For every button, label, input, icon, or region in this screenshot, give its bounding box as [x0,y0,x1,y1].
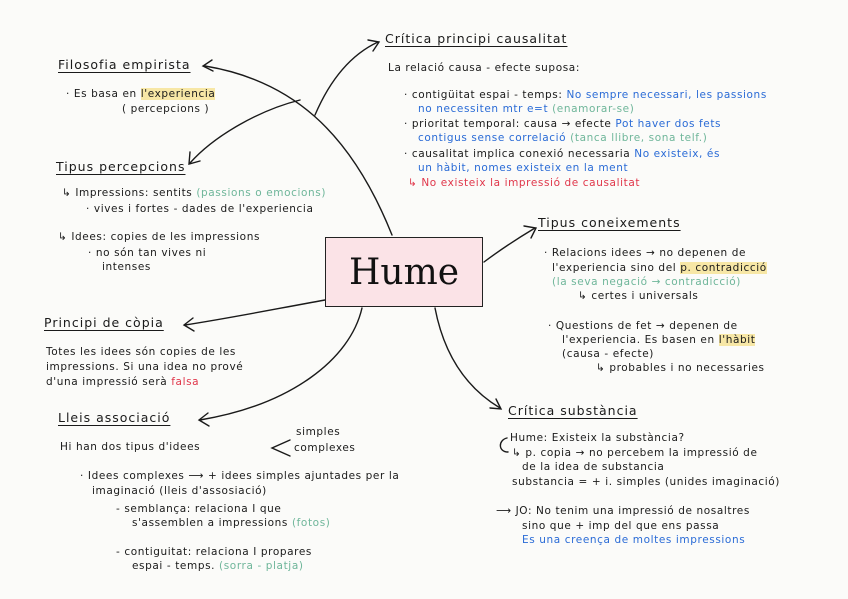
causalitat-conexio-1: · causalitat implica conexió necessaria No existeix, és [404,148,721,160]
node-title-critica-causalitat: Crítica principi causalitat [385,31,568,46]
copia-line-3: d'una impressió serà falsa [46,376,200,388]
connector-substancia [435,308,500,408]
arrow-hume-pcopia [500,438,508,452]
filosofia-line-2: ( percepcions ) [122,103,210,115]
arrowhead-filosofia [203,60,213,71]
coneixements-relacions-2: l'experiencia sino del p. contradicció [552,262,767,274]
highlight-p-contradiccio: p. contradicció [680,262,767,274]
copia-line-2: impressions. Si una idea no prové [46,361,244,373]
coneixements-questions-4: ↳ probables i no necessaries [596,362,765,374]
node-title-lleis-associacio: Lleis associació [58,410,171,425]
filosofia-line-1: · Es basa en l'experiencia [66,88,216,100]
node-title-filosofia-empirista: Filosofia empirista [58,57,191,72]
arrowhead-coneixements [524,226,536,238]
substancia-line-1: Hume: Existeix la substància? [510,432,685,444]
coneixements-relacions-4: ↳ certes i universals [578,290,699,302]
coneixements-questions-3: (causa - efecte) [562,348,654,360]
substancia-line-4: substancia = + i. simples (unides imaginació) [512,476,780,488]
bracket-simples-complexes [272,440,290,456]
lleis-complexes: complexes [294,442,356,454]
substancia-jo-2: sino que + imp del que ens passa [522,520,720,532]
percepcions-idees-detail-2: intenses [102,261,152,273]
word-falsa: falsa [171,376,200,388]
copia-line-1: Totes les idees són copies de les [46,346,236,358]
percepcions-impressions: ↳ Impressions: sentits (passions o emocions) [62,187,327,199]
substancia-jo-1: ⟶ JO: No tenim una impressió de nosaltres [496,505,750,517]
substancia-jo-3: Es una creença de moltes impressions [522,534,746,546]
coneixements-relacions-1: · Relacions idees → no depenen de [544,247,747,259]
coneixements-relacions-3: (la seva negació → contradicció) [552,276,741,288]
coneixements-questions-2: l'experiencia. Es basen en l'hàbit [562,334,756,346]
highlight-habit: l'hàbit [718,334,756,346]
connector-copia [185,300,325,325]
connector-coneixements [484,228,535,262]
percepcions-idees-detail-1: · no són tan vives ni [88,247,207,259]
causalitat-intro: La relació causa - efecte suposa: [388,62,580,74]
lleis-semblanca-1: - semblança: relaciona I que [116,503,282,515]
lleis-simples: simples [296,426,341,438]
substancia-line-3: de la idea de substancia [522,461,665,473]
causalitat-prioritat-2: contigus sense correlació (tanca llibre, sona telf.) [418,132,708,144]
percepcions-impressions-detail: · vives i fortes - dades de l'experiencia [86,203,314,215]
node-title-critica-substancia: Crítica substància [508,403,638,418]
lleis-contiguitat-1: - contiguitat: relaciona I propares [116,546,312,558]
central-topic-hume: Hume [325,237,483,307]
highlight-experiencia: l'experiencia [140,88,216,100]
substancia-line-2: ↳ p. copia → no percebem la impressió de [512,447,758,459]
coneixements-questions-1: · Questions de fet → depenen de [548,320,738,332]
causalitat-contiguitat-1: · contigüitat espai - temps: No sempre necessari, les passions [404,89,767,101]
node-title-principi-copia: Principi de còpia [44,315,164,330]
causalitat-conexio-2: un hàbit, nomes existeix en la ment [418,162,629,174]
lleis-contiguitat-2: espai - temps. (sorra - platja) [132,560,304,572]
causalitat-contiguitat-2: no necessiten mtr e=t (enamorar-se) [418,103,635,115]
causalitat-prioritat-1: · prioritat temporal: causa → efecte Pot haver dos fets [404,118,722,130]
lleis-intro: Hi han dos tipus d'idees [60,441,201,453]
lleis-semblanca-2: s'assemblen a impressions (fotos) [132,517,331,529]
node-title-tipus-percepcions: Tipus percepcions [56,159,186,174]
connector-causalitat [315,42,378,115]
lleis-complexes-line-1: · Idees complexes ⟶ + idees simples ajuntades per la [80,470,400,482]
percepcions-idees: ↳ Idees: copies de les impressions [58,231,261,243]
causalitat-conclusion: ↳ No existeix la impressió de causalitat [408,177,641,189]
arrowhead-causalitat [368,40,379,51]
lleis-complexes-line-2: imaginació (lleis d'assosiació) [92,485,267,497]
node-title-tipus-coneixements: Tipus coneixements [538,215,681,230]
